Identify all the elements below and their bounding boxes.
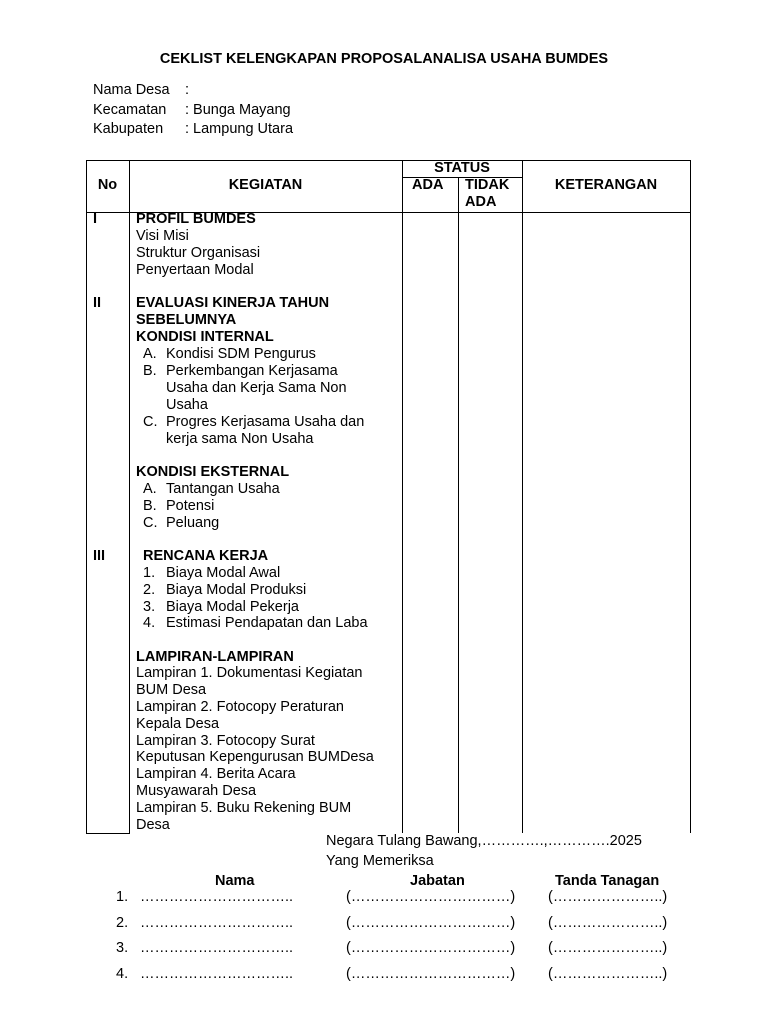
sign-position-field: (……………………………) bbox=[346, 915, 516, 931]
col-divider-no bbox=[129, 160, 130, 833]
list-item: Potensi bbox=[166, 498, 215, 514]
sign-name-field: ………………………….. bbox=[140, 915, 294, 931]
info-label-kecamatan: Kecamatan bbox=[93, 102, 167, 118]
lampiran-line: Musyawarah Desa bbox=[136, 783, 257, 799]
col-divider-tidak bbox=[522, 160, 523, 833]
list-marker: 3. bbox=[143, 599, 156, 615]
subsection-heading: KONDISI EKSTERNAL bbox=[136, 464, 290, 480]
info-value-kabupaten: : Lampung Utara bbox=[185, 121, 294, 137]
sign-col-jabatan: Jabatan bbox=[410, 873, 465, 889]
sign-name-field: ………………………….. bbox=[140, 889, 294, 905]
list-marker: 1. bbox=[143, 565, 156, 581]
list-marker: B. bbox=[143, 498, 157, 514]
header-ada: ADA bbox=[412, 177, 444, 193]
lampiran-line: BUM Desa bbox=[136, 682, 207, 698]
table-border-bottom-left bbox=[86, 833, 130, 834]
section-heading: RENCANA KERJA bbox=[143, 548, 269, 564]
subsection-heading: LAMPIRAN-LAMPIRAN bbox=[136, 649, 294, 665]
sign-signature-field: (…………………..) bbox=[548, 940, 668, 956]
section-heading: EVALUASI KINERJA TAHUN bbox=[136, 295, 330, 311]
info-value-desa: : bbox=[185, 82, 190, 98]
sign-col-ttd: Tanda Tanagan bbox=[555, 873, 660, 889]
list-marker: 2. bbox=[143, 582, 156, 598]
header-no: No bbox=[97, 177, 118, 193]
header-tidak-ada-line1: TIDAK bbox=[465, 177, 510, 193]
list-item: Penyertaan Modal bbox=[136, 262, 254, 278]
sign-position-field: (……………………………) bbox=[346, 940, 516, 956]
sign-col-nama: Nama bbox=[215, 873, 255, 889]
sign-signature-field: (…………………..) bbox=[548, 966, 668, 982]
sign-row-number: 2. bbox=[116, 915, 129, 931]
col-divider-kegiatan bbox=[402, 160, 403, 833]
section-heading: PROFIL BUMDES bbox=[136, 211, 256, 227]
sign-name-field: ………………………….. bbox=[140, 966, 294, 982]
section-number: I bbox=[93, 211, 98, 227]
list-item: Visi Misi bbox=[136, 228, 189, 244]
list-item: Estimasi Pendapatan dan Laba bbox=[166, 615, 368, 631]
sign-row-number: 4. bbox=[116, 966, 129, 982]
header-kegiatan: KEGIATAN bbox=[228, 177, 303, 193]
lampiran-line: Keputusan Kepengurusan BUMDesa bbox=[136, 749, 374, 765]
list-item: Perkembangan Kerjasama bbox=[166, 363, 338, 379]
list-item: Tantangan Usaha bbox=[166, 481, 280, 497]
info-label-kabupaten: Kabupaten bbox=[93, 121, 164, 137]
header-tidak-ada-line2: ADA bbox=[465, 194, 497, 210]
col-divider-ada bbox=[458, 177, 459, 833]
list-marker: C. bbox=[143, 414, 158, 430]
info-value-kecamatan: : Bunga Mayang bbox=[185, 102, 291, 118]
table-border-top bbox=[86, 160, 691, 161]
list-marker: C. bbox=[143, 515, 158, 531]
list-marker: A. bbox=[143, 481, 157, 497]
list-item: Usaha dan Kerja Sama Non bbox=[166, 380, 347, 396]
list-marker: A. bbox=[143, 346, 157, 362]
document-title: CEKLIST KELENGKAPAN PROPOSALANALISA USAHA BUMDES bbox=[159, 51, 609, 67]
header-status: STATUS bbox=[434, 160, 490, 176]
list-marker: B. bbox=[143, 363, 157, 379]
sign-position-field: (……………………………) bbox=[346, 889, 516, 905]
list-item: Struktur Organisasi bbox=[136, 245, 261, 261]
lampiran-line: Kepala Desa bbox=[136, 716, 220, 732]
lampiran-line: Lampiran 2. Fotocopy Peraturan bbox=[136, 699, 344, 715]
header-keterangan: KETERANGAN bbox=[554, 177, 658, 193]
info-label-desa: Nama Desa bbox=[93, 82, 170, 98]
checker-label: Yang Memeriksa bbox=[326, 853, 434, 869]
lampiran-line: Lampiran 1. Dokumentasi Kegiatan bbox=[136, 665, 363, 681]
list-item: Biaya Modal Produksi bbox=[166, 582, 307, 598]
list-item: Peluang bbox=[166, 515, 220, 531]
list-item: Kondisi SDM Pengurus bbox=[166, 346, 316, 362]
sign-row-number: 3. bbox=[116, 940, 129, 956]
sign-signature-field: (…………………..) bbox=[548, 889, 668, 905]
list-item: Biaya Modal Pekerja bbox=[166, 599, 299, 615]
table-border-right bbox=[690, 160, 691, 833]
list-item: kerja sama Non Usaha bbox=[166, 431, 314, 447]
lampiran-line: Desa bbox=[136, 817, 170, 833]
list-item: Progres Kerjasama Usaha dan bbox=[166, 414, 365, 430]
list-item: Usaha bbox=[166, 397, 208, 413]
lampiran-line: Lampiran 3. Fotocopy Surat bbox=[136, 733, 315, 749]
list-marker: 4. bbox=[143, 615, 156, 631]
section-number: III bbox=[93, 548, 106, 564]
sign-name-field: ………………………….. bbox=[140, 940, 294, 956]
lampiran-line: Lampiran 4. Berita Acara bbox=[136, 766, 296, 782]
sign-signature-field: (…………………..) bbox=[548, 915, 668, 931]
sign-position-field: (……………………………) bbox=[346, 966, 516, 982]
list-item: Biaya Modal Awal bbox=[166, 565, 281, 581]
place-date: Negara Tulang Bawang,………….,………….2025 bbox=[326, 833, 642, 849]
lampiran-line: Lampiran 5. Buku Rekening BUM bbox=[136, 800, 352, 816]
table-border-left bbox=[86, 160, 87, 833]
section-number: II bbox=[93, 295, 102, 311]
section-heading: SEBELUMNYA bbox=[136, 312, 237, 328]
sign-row-number: 1. bbox=[116, 889, 129, 905]
subsection-heading: KONDISI INTERNAL bbox=[136, 329, 274, 345]
